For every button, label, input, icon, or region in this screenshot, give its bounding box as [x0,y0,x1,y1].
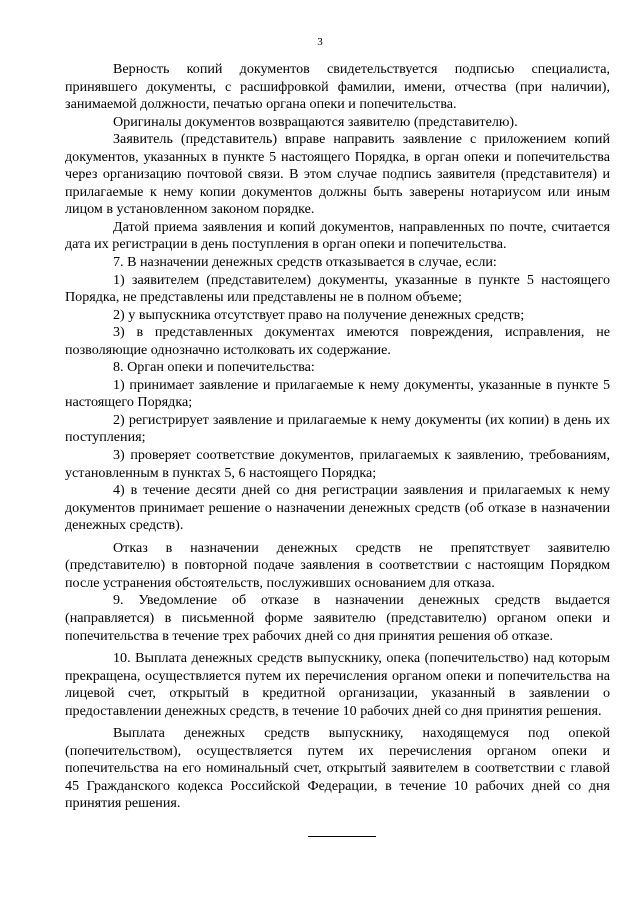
paragraph-item-8-sub-3: 3) проверяет соответствие документов, прилагаемых к заявлению, требованиям, установленным в пунктах 5, 6 настоящего Порядка; [65,447,610,481]
paragraph-item-10-payment: 10. Выплата денежных средств выпускнику, опека (попечительство) над которым прекращена, осуществляется путем их перечисления органом опеки и попечительства на лицевой счет, открытый в кредитной организации, указанный в заявлении о предоставлении денежных средств, в течение 10 рабочих дней со дня принятия решения. [65,650,610,719]
paragraph-item-8-sub-1: 1) принимает заявление и прилагаемые к нему документы, указанные в пункте 5 настоящего Порядка; [65,376,610,411]
paragraph-copies-certification: Верность копий документов свидетельствуется подписью специалиста, принявшего документы, с расшифровкой фамилии, имени, отчества (при наличии), занимаемой должности, печатью органа опеки и попечительства. [65,61,610,113]
paragraph-receipt-date: Датой приема заявления и копий документов, направленных по почте, считается дата их регистрации в день поступления в орган опеки и попечительства. [65,218,610,253]
paragraph-item-8-sub-4: 4) в течение десяти дней со дня регистрации заявления и прилагаемых к нему документов принимает решение о назначении денежных средств (об отказе в назначении денежных средств). [65,482,610,534]
paragraph-postal-submission: Заявитель (представитель) вправе направить заявление с приложением копий документов, указанных в пункте 5 настоящего Порядка, в орган опеки и попечительства через организацию почтовой связи. В этом случае подпись заявителя (представителя) и прилагаемые к нему копии документов должны быть заверены нотариусом или иным лицом в установленном законом порядке. [65,131,610,218]
paragraph-item-8-sub-2: 2) регистрирует заявление и прилагаемые к нему документы (их копии) в день их поступления; [65,411,610,446]
paragraph-item-7-sub-1: 1) заявителем (представителем) документы, указанные в пункте 5 настоящего Порядка, не представлены или представлены не в полном объеме; [65,271,610,306]
paragraph-item-7-sub-3: 3) в представленных документах имеются повреждения, исправления, не позволяющие однозначно истолковать их содержание. [65,324,610,358]
page-number: 3 [317,36,323,48]
footer-divider [308,836,376,837]
paragraph-refusal-no-obstacle: Отказ в назначении денежных средств не препятствует заявителю (представителю) в повторной подаче заявления в соответствии с настоящим Порядком после устранения обстоятельств, послуживших основанием для отказа. [65,539,610,591]
paragraph-item-8-authority: 8. Орган опеки и попечительства: [113,359,315,376]
paragraph-originals-returned: Оригиналы документов возвращаются заявителю (представителю). [113,113,518,130]
paragraph-item-7-refusal-grounds: 7. В назначении денежных средств отказывается в случае, если: [113,254,497,271]
paragraph-item-7-sub-2: 2) у выпускника отсутствует право на получение денежных средств; [113,306,525,323]
document-body [65,61,610,813]
paragraph-item-9-notification: 9. Уведомление об отказе в назначении денежных средств выдается (направляется) в письменной форме заявителю (представителю) органом опеки и попечительства в течение трех рабочих дней со дня принятия решения об отказе. [65,592,610,644]
paragraph-payment-under-guardianship: Выплата денежных средств выпускнику, находящемуся под опекой (попечительством), осуществляется путем их перечисления органом опеки и попечительства на его номинальный счет, открытый заявителем в соответствии с главой 45 Гражданского кодекса Российской Федерации, в течение 10 рабочих дней со дня принятия решения. [65,725,610,812]
